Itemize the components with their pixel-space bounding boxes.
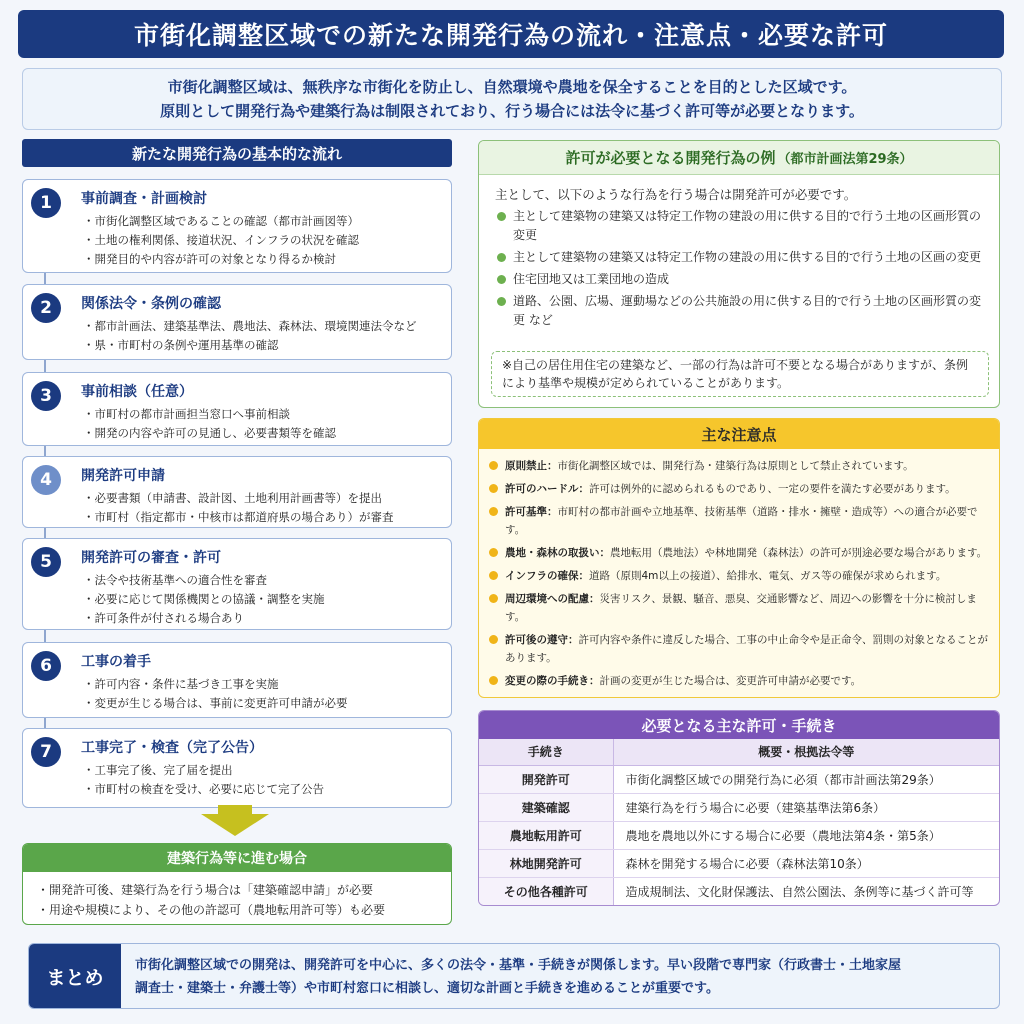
permit-item-text: 主として建築物の建築又は特定工作物の建設の用に供する目的で行う土地の区画形質の変更	[513, 209, 982, 242]
summary-box	[28, 943, 1000, 1009]
bullet-dot-icon	[489, 548, 498, 557]
step-number-badge: 2	[31, 293, 61, 323]
flow-step-4	[22, 456, 452, 528]
step-item: ・必要書類（申請書、設計図、土地利用計画書等）を提出	[83, 491, 382, 505]
step-item: ・工事完了後、完了届を提出	[83, 763, 233, 777]
procedure-name: 開発許可	[479, 765, 613, 793]
bullet-dot-icon	[497, 212, 506, 221]
permit-item	[497, 270, 985, 289]
step-title: 関係法令・条例の確認	[81, 296, 221, 312]
procedures-box	[478, 710, 1000, 906]
procedure-desc: 森林を開発する場合に必要（森林法第10条）	[613, 849, 999, 877]
table-row	[479, 877, 999, 905]
bullet-dot-icon	[489, 484, 498, 493]
step-title: 開発許可申請	[81, 468, 165, 484]
procedure-name: 農地転用許可	[479, 821, 613, 849]
step-list	[83, 212, 359, 269]
table-row	[479, 821, 999, 849]
caution-item	[489, 567, 989, 585]
step-list	[83, 571, 325, 628]
permit-item-text: 住宅団地又は工業団地の造成	[513, 272, 670, 286]
permit-header-note: （都市計画法第29条）	[777, 152, 913, 167]
caution-text: 農地転用（農地法）や林地開発（森林法）の許可が別途必要な場合があります。	[610, 547, 988, 559]
table-row	[479, 765, 999, 793]
step-item: ・都市計画法、建築基準法、農地法、森林法、環境関連法令など	[83, 319, 417, 333]
procedure-name: 林地開発許可	[479, 849, 613, 877]
step-item: ・市町村（指定都市・中核市は都道府県の場合あり）が審査	[83, 510, 394, 524]
flow-step-3	[22, 372, 452, 446]
caution-text: 市町村の都市計画や立地基準、技術基準（道路・排水・擁壁・造成等）への適合が必要です。	[505, 506, 978, 536]
step-item: ・市町村の都市計画担当窓口へ事前相談	[83, 407, 290, 421]
step-list	[83, 761, 324, 799]
caution-label: 農地・森林の取扱い：	[505, 547, 610, 559]
building-box	[22, 843, 452, 925]
caution-label: 原則禁止：	[505, 460, 558, 472]
column-header-summary: 概要・根拠法令等	[613, 739, 999, 765]
caution-item	[489, 631, 989, 667]
summary-text	[135, 954, 991, 1000]
caution-text: 市街化調整区域では、開発行為・建築行為は原則として禁止されています。	[557, 460, 914, 472]
permit-lead: 主として、以下のような行為を行う場合は開発許可が必要です。	[495, 187, 857, 202]
step-list	[83, 489, 394, 527]
flow-step-5	[22, 538, 452, 630]
step-title: 事前調査・計画検討	[81, 191, 207, 207]
caution-label: 許可基準：	[505, 506, 558, 518]
permit-item	[497, 207, 985, 245]
caution-label: 許可のハードル：	[505, 483, 589, 495]
step-item: ・開発目的や内容が許可の対象となり得るか検討	[83, 252, 336, 266]
permit-item-text: 主として建築物の建築又は特定工作物の建設の用に供する目的で行う土地の区画の変更	[513, 250, 982, 264]
procedure-desc: 建築行為を行う場合に必要（建築基準法第6条）	[613, 793, 999, 821]
building-list	[23, 872, 451, 920]
intro-line-1: 市街化調整区域は、無秩序な市街化を防止し、自然環境や農地を保全することを目的とした区域です。	[167, 78, 857, 96]
caution-item	[489, 457, 989, 475]
summary-label: まとめ	[29, 944, 121, 1008]
step-list	[83, 317, 417, 355]
bullet-dot-icon	[497, 297, 506, 306]
step-number-badge: 5	[31, 547, 61, 577]
page-title: 市街化調整区域での新たな開発行為の流れ・注意点・必要な許可	[18, 10, 1004, 58]
step-title: 開発許可の審査・許可	[81, 550, 221, 566]
flow-step-2	[22, 284, 452, 360]
building-header: 建築行為等に進む場合	[23, 844, 451, 872]
caution-item	[489, 503, 989, 539]
intro-line-2: 原則として開発行為や建築行為は制限されており、行う場合には法令に基づく許可等が必要となります。	[160, 102, 864, 120]
caution-box	[478, 418, 1000, 698]
column-header-procedure: 手続き	[479, 739, 613, 765]
caution-item	[489, 672, 989, 690]
caution-label: 周辺環境への配慮：	[505, 593, 600, 605]
step-item: ・開発の内容や許可の見通し、必要書類等を確認	[83, 426, 336, 440]
step-item: ・市町村の検査を受け、必要に応じて完了公告	[83, 782, 325, 796]
step-item: ・法令や技術基準への適合性を審査	[83, 573, 267, 587]
step-list	[83, 675, 348, 713]
step-item: ・土地の権利関係、接道状況、インフラの状況を確認	[83, 233, 359, 247]
caution-header: 主な注意点	[479, 419, 999, 449]
permit-header-title: 許可が必要となる開発行為の例	[565, 149, 776, 167]
caution-text: 許可は例外的に認められるものであり、一定の要件を満たす必要があります。	[589, 483, 956, 495]
bullet-dot-icon	[489, 571, 498, 580]
flow-header: 新たな開発行為の基本的な流れ	[22, 139, 452, 167]
bullet-dot-icon	[497, 253, 506, 262]
bullet-dot-icon	[489, 461, 498, 470]
step-item: ・県・市町村の条例や運用基準の確認	[83, 338, 279, 352]
step-number-badge: 3	[31, 381, 61, 411]
building-item: ・開発許可後、建築行為を行う場合は「建築確認申請」が必要	[37, 883, 374, 897]
caution-item	[489, 590, 989, 626]
permit-note: ※自己の居住用住宅の建築など、一部の行為は許可不要となる場合がありますが、条例により基準や規模が定められていることがあります。	[491, 351, 989, 397]
bullet-dot-icon	[489, 676, 498, 685]
caution-list	[479, 449, 999, 690]
summary-line-2: 調査士・建築士・弁護士等）や市町村窓口に相談し、適切な計画と手続きを進めることが重要です。	[135, 981, 719, 996]
step-title: 工事完了・検査（完了公告）	[81, 740, 263, 756]
bullet-dot-icon	[489, 507, 498, 516]
procedure-name: その他各種許可	[479, 877, 613, 905]
permit-item-text: 道路、公園、広場、運動場などの公共施設の用に供する目的で行う土地の区画形質の変更 など	[513, 294, 982, 327]
intro-box	[22, 68, 1002, 130]
caution-label: インフラの確保：	[505, 570, 589, 582]
caution-text: 計画の変更が生じた場合は、変更許可申請が必要です。	[599, 675, 862, 687]
table-row	[479, 793, 999, 821]
bullet-dot-icon	[489, 594, 498, 603]
step-item: ・市街化調整区域であることの確認（都市計画図等）	[83, 214, 359, 228]
step-list	[83, 405, 336, 443]
flow-step-7	[22, 728, 452, 808]
caution-text: 災害リスク、景観、騒音、悪臭、交通影響など、周辺への影響を十分に検討します。	[505, 593, 977, 623]
procedures-table	[479, 739, 999, 906]
procedure-desc: 造成規制法、文化財保護法、自然公園法、条例等に基づく許可等	[613, 877, 999, 905]
step-number-badge: 6	[31, 651, 61, 681]
bullet-dot-icon	[497, 275, 506, 284]
caution-text: 道路（原則4m以上の接道）、給排水、電気、ガス等の確保が求められます。	[589, 570, 947, 582]
step-item: ・必要に応じて関係機関との協議・調整を実施	[83, 592, 325, 606]
step-item: ・許可内容・条件に基づき工事を実施	[83, 677, 279, 691]
step-title: 事前相談（任意）	[81, 384, 193, 400]
procedure-name: 建築確認	[479, 793, 613, 821]
down-arrow-head-icon	[201, 814, 269, 836]
step-number-badge: 1	[31, 188, 61, 218]
permit-item	[497, 248, 985, 267]
caution-text: 許可内容や条件に違反した場合、工事の中止命令や是正命令、罰則の対象となることがあります。	[505, 634, 988, 664]
table-row	[479, 849, 999, 877]
step-item: ・許可条件が付される場合あり	[83, 611, 244, 625]
table-header-row	[479, 739, 999, 765]
caution-item	[489, 480, 989, 498]
permit-header	[479, 141, 999, 175]
procedures-header: 必要となる主な許可・手続き	[479, 711, 999, 739]
permit-item	[497, 292, 985, 330]
summary-line-1: 市街化調整区域での開発は、開発許可を中心に、多くの法令・基準・手続きが関係します。早い段階で専門家（行政書士・土地家屋	[135, 958, 901, 973]
caution-label: 変更の際の手続き：	[505, 675, 600, 687]
procedure-desc: 市街化調整区域での開発行為に必須（都市計画法第29条）	[613, 765, 999, 793]
building-item: ・用途や規模により、その他の許認可（農地転用許可等）も必要	[37, 903, 386, 917]
step-title: 工事の着手	[81, 654, 151, 670]
step-item: ・変更が生じる場合は、事前に変更許可申請が必要	[83, 696, 348, 710]
procedure-desc: 農地を農地以外にする場合に必要（農地法第4条・第5条）	[613, 821, 999, 849]
flow-step-6	[22, 642, 452, 718]
caution-item	[489, 544, 989, 562]
bullet-dot-icon	[489, 635, 498, 644]
permit-list	[497, 207, 985, 333]
permit-examples-box	[478, 140, 1000, 408]
step-number-badge: 4	[31, 465, 61, 495]
step-number-badge: 7	[31, 737, 61, 767]
caution-label: 許可後の遵守：	[505, 634, 579, 646]
flow-step-1	[22, 179, 452, 273]
